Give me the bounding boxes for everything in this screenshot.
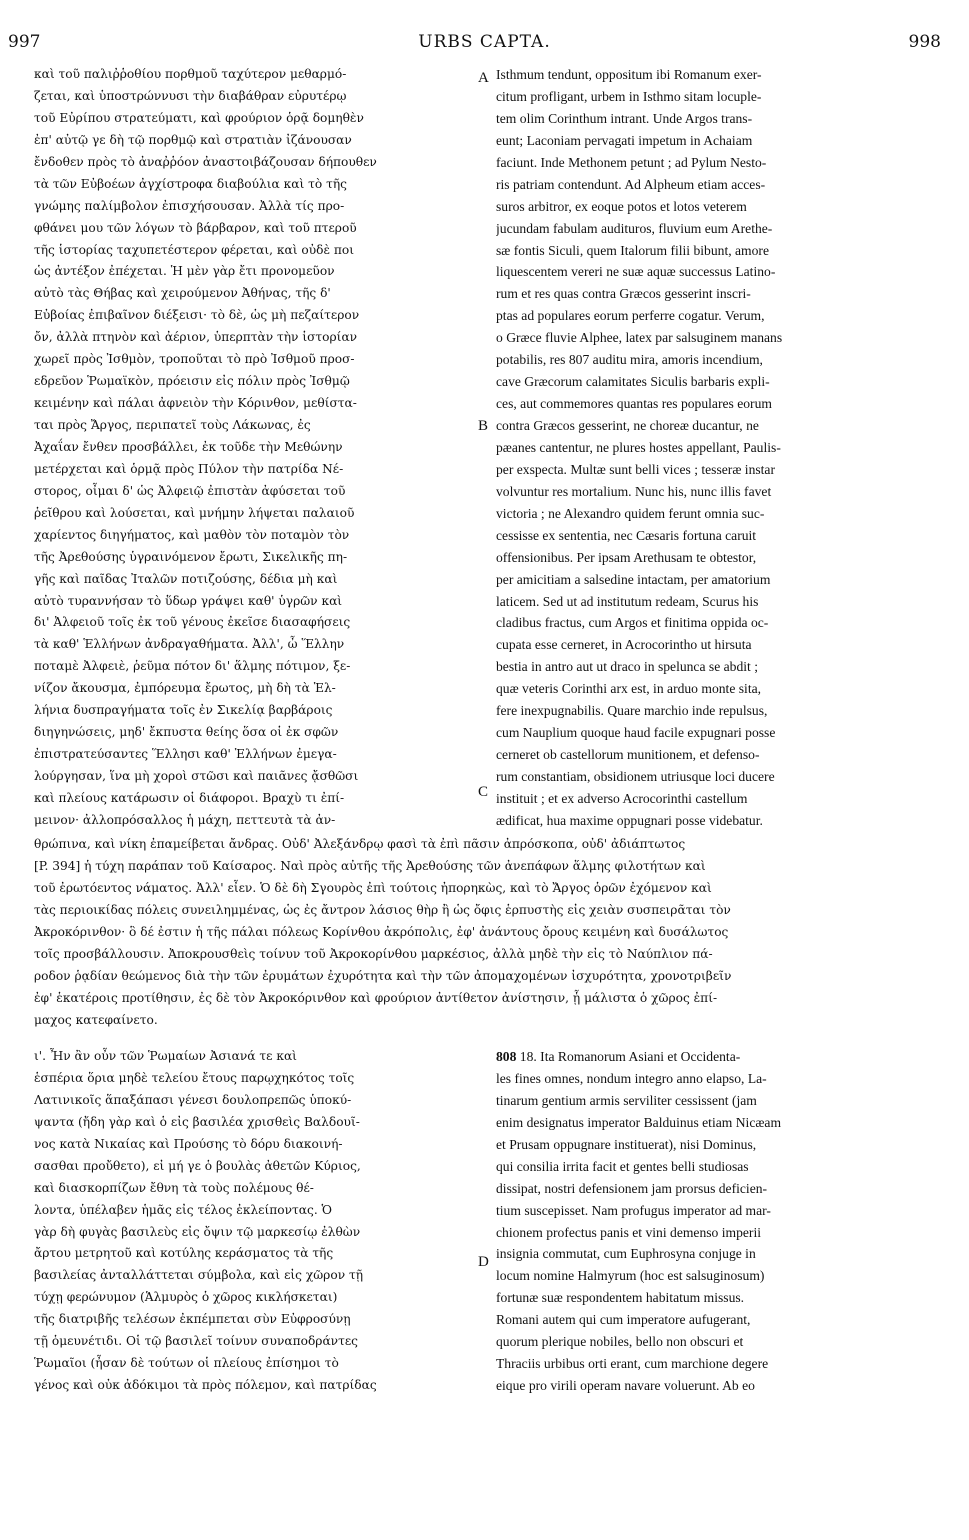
latin-text-line	[496, 1309, 940, 1331]
latin-text-line: jucundam fabulam audituros, fluvium eum Arethe-	[496, 220, 773, 236]
margin-marker-b: B	[478, 418, 489, 434]
latin-text-line: cerneret ob castellorum munitionem, et defenso-	[496, 747, 760, 763]
latin-text-line	[496, 1331, 940, 1353]
latin-text-line: ptas ad populares eorum perferre cogatur. Verum,	[496, 308, 765, 324]
latin-text-line: instituit ; et ex adverso Acrocorinthi castellum	[496, 790, 748, 806]
text-segment: locum nomine Halmyrum (hoc est salsuginosum)	[496, 1268, 765, 1284]
greek-text-line: Λατινικοῖς ἅπαξάπασι γένεσι δουλοπρεπῶς ὑποκύ-	[34, 1092, 352, 1107]
greek-text-line: ποταμὲ Ἀλφειὲ, ῥεῦμα πότον δι' ἅλμης πότιμον, ξε-	[34, 659, 351, 674]
greek-text-line: ὡς ἀντέξον ἐπέχεται. Ἡ μὲν γὰρ ἔτι προνομεῦον	[34, 264, 335, 279]
greek-text-line: τῇ ὁμευνέτιδι. Οἱ τῷ βασιλεῖ τοίνυν συναποδράντες	[34, 1334, 358, 1349]
text-segment: chionem profectus panis et vini demenso imperii	[496, 1224, 762, 1240]
latin-text-line	[496, 1134, 940, 1156]
latin-text-line: per amicitiam a salsedine intactam, per amatorium	[496, 571, 771, 587]
greek-text-line: αὐτὸ τὰς Θήβας καὶ χειρούμενον Ἀθήνας, τῆς δ'	[34, 286, 331, 301]
text-segment: et Prusam oppugnare instituerat), nisi Dominus,	[496, 1136, 757, 1152]
latin-text-line: cum Nauplium quoque haud facile expugnari posse	[496, 725, 776, 741]
greek-text-line: γένος καὶ οὐκ ἀδόκιμοι τὰ πρὸς πόλεμον, καὶ πατρίδας	[34, 1378, 377, 1393]
latin-text-line: eunt; Laconiam pervagati impetum in Achaiam	[496, 132, 753, 148]
latin-text-line: sæ fontis Siculi, quem Italorum filii bibunt, amore	[496, 242, 769, 258]
latin-text-line: victoria ; ne Alexandro quidem ferunt omnia suc-	[496, 505, 765, 521]
greek-text-line: τὰ καθ' Ἑλλήνων ἀνδραγαθήματα. Ἀλλ', ὦ Ἕλλην	[34, 637, 345, 652]
greek-text-line: εδρεῦον Ῥωμαϊκὸν, πρόεισιν εἰς πόλιν πρὸς Ἰσθμῷ	[34, 374, 350, 389]
text-segment: tinarum gentium armis serviliter cessissent (jam	[496, 1092, 757, 1108]
text-segment: insignia commutat, cum Euphrosyna conjuge in	[496, 1246, 756, 1262]
latin-text-line: offensionibus. Per ipsam Arethusam te obtestor,	[496, 549, 757, 565]
greek-text-line: διηγηνώσεις, μηδ' ἔκπυστα θείης ὅσα οἱ ἐκ σφῶν	[34, 725, 339, 740]
greek-text-line: ἐπιστρατεύσαντες Ἕλλησι καθ' Ἑλλήνων ἐμεγα-	[34, 747, 337, 762]
greek-text-line: λούργησαν, ἵνα μὴ χοροὶ στῶσι καὶ παιᾶνες ᾄσθῶσι	[34, 769, 359, 783]
text-segment: eique pro virili operam navare voluerunt. Ab eo	[496, 1378, 755, 1394]
latin-text-line: cessisse ex sententia, nec Cæsaris fortuna caruit	[496, 527, 757, 543]
latin-text-line: suros arbitror, ex eoque potos et lotos veterem	[496, 198, 747, 214]
page-number-right: 998	[908, 32, 941, 52]
greek-text-line: μεινον· ἀλλοπρόσαλλος ἡ μάχη, πεττευτὰ τὰ ἀν-	[34, 812, 336, 827]
greek-text-line: καὶ τοῦ παλιῤῥοθίου πορθμοῦ ταχύτερον μεθαρμό-	[34, 67, 347, 81]
latin-text-line: liquescentem vereri ne suæ aquæ successus Latino-	[496, 264, 776, 280]
greek-text-line: ζεται, καὶ ὑποστρώννυσι τὴν διαβάθραν εὐρυτέρῳ	[34, 88, 347, 103]
greek-text-line: τῆς διατριβῆς τελέσων ἐκπέμπεται σὺν Εὐφροσύνῃ	[34, 1312, 351, 1327]
greek-text-line: γὰρ δὴ φυγὰς βασιλεὺς εἰς ὄψιν τῷ μαρκεσίῳ ἐλθὼν	[34, 1224, 361, 1239]
greek-text-line: Ἀκροκόρινθον· ὃ δέ ἐστιν ἡ τῆς πάλαι πόλεως Κορίνθου ἀκρόπολις, ἐφ' ἀνάντους ὄρους κειμένη καὶ δυσάλωτος	[34, 924, 729, 939]
latin-text-line: ris patriam contendunt. Ad Alpheum etiam acces-	[496, 176, 766, 192]
latin-text-line: ædificat, hua maxime oppugnari posse videbatur.	[496, 812, 763, 828]
greek-text-line: τύχῃ φερώνυμον (Ἁλμυρὸς ὁ χῶρος κικλήσκεται)	[34, 1290, 338, 1305]
text-segment: enim designatus imperator Balduinus etiam Nicæam	[496, 1114, 782, 1130]
latin-text-line: tem olim Corinthum intrant. Unde Argos trans-	[496, 110, 753, 126]
greek-text-line: φθάνει μου τῶν λόγων τὸ βάρβαρον, καὶ τοῦ πτεροῦ	[34, 220, 357, 235]
section-number: 808	[496, 1049, 517, 1064]
latin-text-line	[496, 1046, 940, 1068]
greek-text-line: λοντα, ὑπέλαβεν ἡμᾶς εἰς τέλος ἐκλείποντας. Ὁ	[34, 1202, 333, 1217]
greek-text-line: τοῦ ἐρωτόεντος νάματος. Ἀλλ' εἶεν. Ὁ δὲ δὴ Σγουρὸς ἐπὶ τούτοις ἠπορηκὼς, καὶ τὸ Ἄργος ὁρῶν ἐχόμενον καὶ	[34, 880, 712, 895]
greek-text-line: γῆς καὶ παῖδας Ἰταλῶν ποτιζούσης, δέδια μὴ καὶ	[34, 571, 338, 586]
latin-text-line: cave Græcorum calamitates Siculis barbaris expli-	[496, 374, 770, 390]
greek-text-line: καὶ πλείους κατάρωσιν οἱ διάφοροι. Βραχὺ τι ἐπί-	[34, 790, 345, 805]
latin-column-upper	[496, 64, 940, 832]
greek-text-line: τοῖς προσβάλλουσιν. Ἀποκρουσθεὶς τοίνυν τοῦ Ἀκροκορίνθου μαρκέσιος, ἀλλὰ μηδὲ τὴν εἰς τὸ Ναύπλιον πά-	[34, 946, 713, 961]
greek-text-line: τοῦ Εὐρίπου στρατεύματι, καὶ φρούριον ὁρᾷ δομηθὲν	[34, 110, 364, 125]
text-segment: Thraciis urbibus orti erant, cum marchione degere	[496, 1356, 769, 1372]
latin-text-line: Isthmum tendunt, oppositum ibi Romanum exer-	[496, 67, 762, 82]
latin-text-line: o Græce fluvie Alphee, latex par salsuginem manans	[496, 330, 783, 346]
text-segment: fortunæ suæ respondentem habitatum missus.	[496, 1290, 745, 1306]
greek-text-line: [P. 394] ἡ τύχη παράπαν τοῦ Καίσαρος. Ναὶ πρὸς αὐτῆς τῆς Ἀρεθούσης τῶν ἀνεπάφων ἅλμης φιλοτήτων καὶ	[34, 858, 706, 873]
page-header	[0, 28, 969, 56]
latin-text-line	[496, 1068, 940, 1090]
latin-text-line: rum constantiam, obsidionem utriusque loci ducere	[496, 769, 775, 784]
page-number-left: 997	[8, 32, 41, 52]
greek-text-line: τὰς περιοικίδας πόλεις συνειλημμένας, ὡς ἐς ἄντρον λάσιος θὴρ ἢ ὡς ὄφις ἑρπυστὴς εἰς χειὰν συσπειρᾶται τὸν	[34, 902, 731, 917]
text-segment: Romani autem qui cum imperatore aufugerant,	[496, 1312, 751, 1328]
latin-text-line	[496, 1222, 940, 1244]
latin-text-line: cladibus fractus, cum Argos et finitima oppida oc-	[496, 615, 769, 631]
latin-text-line: pæanes cantentur, ne plures hostes appellant, Paulis-	[496, 439, 781, 455]
text-segment: 18. Ita Romanorum Asiani et Occidenta-	[516, 1049, 741, 1064]
latin-text-line: contra Græcos gesserint, ne choreæ ducantur, ne	[496, 418, 759, 433]
latin-text-line: fere inexpugnabilis. Quare marchio inde repulsus,	[496, 703, 768, 719]
greek-text-line: ἐπ' αὐτῷ γε δὴ τῷ πορθμῷ καὶ στρατιὰν ἰζάνουσαν	[34, 132, 352, 147]
greek-text-line: νίζον ἄκουσμα, ἐμπόρευμα ἔρωτος, μὴ δὴ τὰ Ἑλ-	[34, 681, 336, 696]
greek-text-line: ἐφ' ἑκατέροις προτίθησιν, ἐς δὲ τὸν Ἀκροκόρινθον καὶ φρούριον ἀντίθετον ἀνίστησιν, ᾗ μάλιστα ὁ χῶρος ἐπί-	[34, 990, 718, 1005]
greek-text-line: ἄρτου μετρητοῦ καὶ κοτύλης κεράσματος τὰ τῆς	[34, 1246, 334, 1261]
greek-text-line: ψαντα (ἤδη γὰρ καὶ ὁ εἰς βασιλέα χρισθεὶς Βαλδουῖ-	[34, 1114, 360, 1129]
greek-text-line: λήνια δυσπραγήματα τοῖς ἐν Σικελίᾳ βαρβάροις	[34, 703, 333, 718]
text-segment: quorum plerique nobiles, bello non obscuri et	[496, 1334, 744, 1350]
greek-text-line: Ἀχαΐαν ἔνθεν προσβάλλει, ἐκ τοῦδε τὴν Μεθώνην	[34, 439, 343, 454]
latin-text-line: per exspecta. Multæ sunt belli vices ; tesseræ instar	[496, 461, 775, 477]
greek-text-line: ται πρὸς Ἄργος, περιπατεῖ τοὺς Λάκωνας, ἐς	[34, 418, 311, 432]
latin-text-line: faciunt. Inde Methonem petunt ; ad Pylum Nesto-	[496, 154, 767, 170]
greek-text-line: τῆς Ἀρεθούσης ὑγραινόμενον ἔρωτι, Σικελικῆς πη-	[34, 549, 348, 564]
latin-text-line: ces, aut commemores quantas res populares eorum	[496, 396, 772, 412]
greek-text-line: ροδον ῥᾳδίαν θεώμενος διὰ τὴν τῶν ἐρυμάτων ἐχυρότητα καὶ τὴν τῶν ἀπομαχομένων ἰσχυρότητα, χρονοτριβεῖν	[34, 968, 732, 983]
greek-text-line: τῆς ἱστορίας ταχυπετέστερον φέρεται, καὶ οὐδὲ ποι	[34, 242, 355, 257]
latin-text-line: citum profligant, urbem in Isthmo sitam locuple-	[496, 88, 762, 104]
latin-text-line	[496, 1353, 940, 1375]
greek-text-line: αὐτὸ τυραννήσαν τὸ ὕδωρ γράψει καθ' ὑγρῶν καὶ	[34, 593, 343, 608]
greek-text-line: Εὐβοίας ἐπιβαῖνον διέξεισι· τὸ δὲ, ὡς μὴ πεζαίτερον	[34, 308, 360, 323]
greek-text-line: νος κατὰ Νικαίας καὶ Προύσης τὸ δόρυ διακοινή-	[34, 1136, 343, 1151]
greek-text-line: ὄν, ἀλλὰ πτηνὸν καὶ ἀέριον, ὑπερπτὰν τὴν ἱστορίαν	[34, 330, 358, 345]
latin-text-line	[496, 1375, 940, 1397]
greek-text-line: ἑσπέρια ὅρια μηδὲ τελείου ἔτους παρῳχηκότος τοῖς	[34, 1070, 355, 1085]
greek-text-line: γνώμης παλίμβολον ἐπισχήσουσαν. Ἀλλὰ τίς προ-	[34, 198, 345, 213]
greek-text-line: μαχος κατεφαίνετο.	[34, 1012, 158, 1027]
greek-text-line: καὶ διασκορπίζων ἔθνη τὰ τοὺς πολέμους θέ-	[34, 1180, 314, 1195]
text-segment: dissipat, nostri defensionem jam prorsus deficien-	[496, 1180, 768, 1196]
greek-text-line: τὰ τῶν Εὐβοέων ἀγχίστροφα διαβούλια καὶ τὸ τῆς	[34, 176, 347, 191]
latin-text-line: potabilis, res 807 auditu mira, amoris incendium,	[496, 352, 763, 368]
greek-full-width-block	[34, 834, 940, 1031]
latin-text-line	[496, 1112, 940, 1134]
greek-text-line: ῥεῖθρου καὶ λούσεται, καὶ μνήμην λήψεται παλαιοῦ	[34, 505, 355, 520]
latin-text-line: volvuntur res mortalium. Nunc his, nunc illis favet	[496, 483, 772, 499]
greek-text-line: χωρεῖ πρὸς Ἰσθμὸν, τροποῦται τὸ πρὸ Ἰσθμοῦ προσ-	[34, 352, 355, 367]
greek-text-line: δι' Ἀλφειοῦ τοῖς ἐκ τοῦ γένους ἐκεῖσε διασαφήσεις	[34, 615, 351, 630]
text-segment: les fines omnes, nondum integro anno elapso, La-	[496, 1070, 767, 1086]
text-segment: qui consilia irrita facit et gentes belli studiosas	[496, 1158, 749, 1174]
greek-text-line: κειμένην καὶ πάλαι ἀφνειὸν τὴν Κόρινθον, μεθίστα-	[34, 396, 357, 411]
latin-text-line: laticem. Sed ut ad institutum redeam, Scurus his	[496, 593, 759, 609]
latin-text-line: quæ veteris Corinthi arx est, in arduo monte sita,	[496, 681, 762, 697]
latin-text-line	[496, 1090, 940, 1112]
greek-text-line: θρώπινα, καὶ νίκη ἐπαμείβεται ἄνδρας. Οὐδ' Ἀλεξάνδρῳ φασὶ τὰ ἐπὶ πᾶσιν ἀπρόσκοπα, οὐδ' ἀδιάπτωτος	[34, 837, 686, 851]
greek-text-line: βασιλείας ἀνταλλάττεται σύμβολα, καὶ εἰς χῶρον τῇ	[34, 1268, 364, 1283]
greek-text-line: σασθαι προὔθετο), εἰ μή γε ὁ βουλὰς ἀθετῶν Κύριος,	[34, 1158, 361, 1173]
latin-text-line: bestia in antro aut ut draco in spelunca se abdit ;	[496, 659, 758, 675]
margin-marker-c: C	[478, 784, 489, 800]
margin-marker-d: D	[478, 1254, 489, 1270]
greek-text-line: ι'. Ἦν ἂν οὖν τῶν Ῥωμαίων Ἀσιανά τε καὶ	[34, 1049, 297, 1063]
greek-column-lower	[34, 1046, 486, 1397]
running-title: URBS CAPTA.	[418, 32, 551, 52]
latin-column-lower	[496, 1046, 940, 1397]
latin-text-line	[496, 1243, 940, 1265]
latin-text-line: cupata esse cerneret, in Acrocorintho ut hirsuta	[496, 637, 752, 653]
greek-text-line: μετέρχεται καὶ ὁρμᾷ πρὸς Πύλον τὴν πατρίδα Νέ-	[34, 461, 344, 476]
greek-text-line: χαρίεντος διηγήματος, καὶ μαθὸν τὸν ποταμὸν τὸν	[34, 527, 350, 542]
latin-text-line	[496, 1178, 940, 1200]
margin-marker-a: A	[478, 70, 489, 86]
latin-text-line	[496, 1265, 940, 1287]
latin-text-line: rum et res quas contra Græcos gesserint inscri-	[496, 286, 751, 302]
latin-text-line	[496, 1156, 940, 1178]
latin-text-line	[496, 1287, 940, 1309]
greek-text-line: στορος, οἶμαι δ' ὡς Ἀλφειῷ ἐπιστὰν ἀφύσεται τοῦ	[34, 483, 346, 498]
greek-column-upper	[34, 64, 489, 832]
greek-text-line: ἔνδοθεν πρὸς τὸ ἀναῤῥόον ἀναστοιβάζουσαν δήπουθεν	[34, 154, 377, 169]
text-segment: tium suscepisset. Nam profugus imperator ad mar-	[496, 1202, 771, 1218]
greek-text-line: Ῥωμαῖοι (ἦσαν δὲ τούτων οἱ πλείους ἐπίσημοι τὸ	[34, 1356, 339, 1371]
latin-text-line	[496, 1200, 940, 1222]
